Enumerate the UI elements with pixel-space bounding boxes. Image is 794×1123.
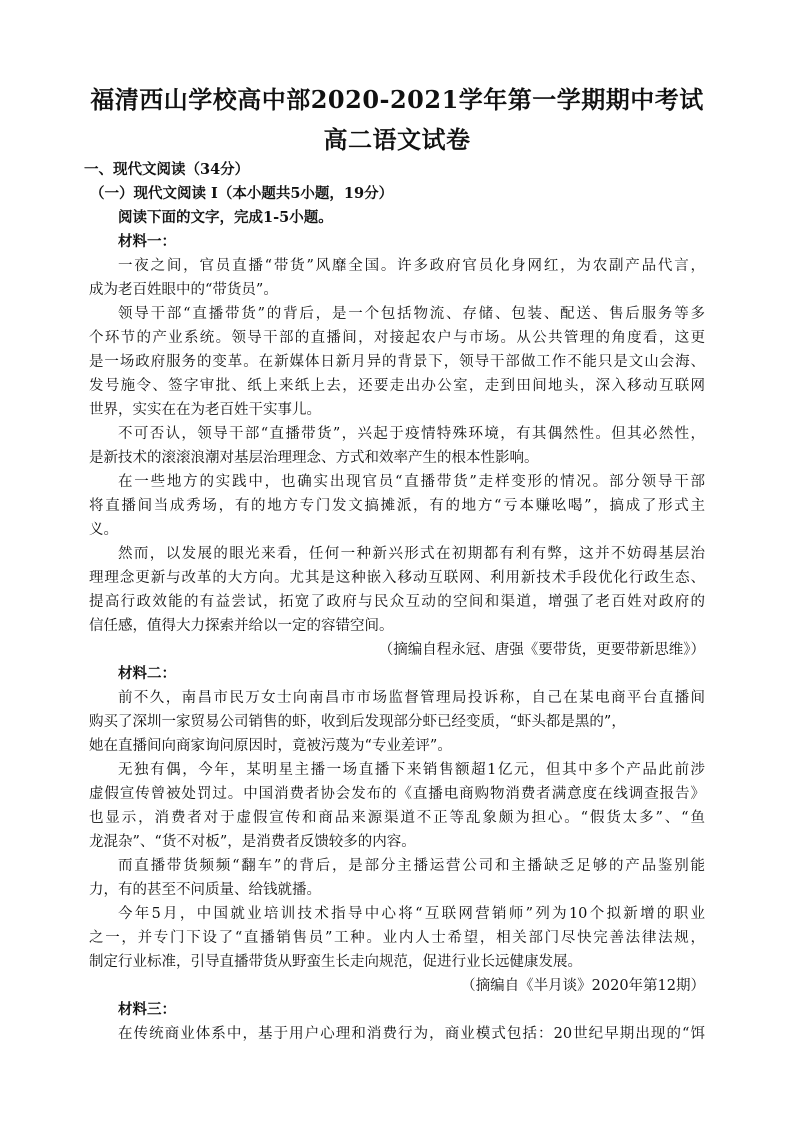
material1-source: （摘编自程永冠、唐强《要带货，更要带新思维》） [378,642,705,658]
material2-source: （摘编自《半月谈》2020年第12期） [461,978,705,994]
paragraph-line: 虚假宣传曾被处罚过。中国消费者协会发布的《直播电商购物消费者满意度在线调查报告》 [89,786,705,802]
paragraph-line: 世界，实实在在为老百姓干实事儿。 [89,402,321,418]
exam-title: 福清西山学校高中部2020-2021学年第一学期期中考试 [90,85,704,114]
paragraph-line: 不可否认，领导干部“直播带货”，兴起于疫情特殊环境，有其偶然性。但其必然性， [118,426,705,442]
paragraph-line: 发号施令、签字审批、纸上来纸上去，还要走出办公室，走到田间地头，深入移动互联网 [89,378,705,394]
paragraph-line: 一夜之间，官员直播“带货”风靡全国。许多政府官员化身网红，为农副产品代言， [118,258,705,274]
exam-subtitle: 高二语文试卷 [323,125,471,154]
paragraph-line: 前不久，南昌市民万女士向南昌市市场监督管理局投诉称，自己在某电商平台直播间 [118,690,705,706]
paragraph-line: 个环节的产业系统。领导干部的直播间，对接起农户与市场。从公共管理的角度看，这更 [89,330,705,346]
paragraph-line: 成为老百姓眼中的“带货员”。 [89,282,278,298]
paragraph-line: 在一些地方的实践中，也确实出现官员“直播带货”走样变形的情况。部分领导干部 [118,474,705,490]
material1-label: 材料一： [118,233,176,250]
material3-label: 材料三： [118,1001,176,1018]
paragraph-line: 然而，以发展的眼光来看，任何一种新兴形式在初期都有利有弊，这并不妨碍基层治 [118,546,705,562]
paragraph-line: 理理念更新与改革的大方向。尤其是这种嵌入移动互联网、利用新技术手段优化行政生态、 [89,570,705,586]
section-subheading: （一）现代文阅读 I（本小题共5小题，19分） [90,185,394,202]
paragraph-line: 无独有偶，今年，某明星主播一场直播下来销售额超1亿元，但其中多个产品此前涉 [118,762,705,778]
paragraph-line: 是新技术的滚滚浪潮对基层治理理念、方式和效率产生的根本性影响。 [89,450,539,466]
paragraph-line: 力，有的甚至不问质量、给钱就播。 [89,882,321,898]
paragraph-line: 而直播带货频频“翻车”的背后，是部分主播运营公司和主播缺乏足够的产品鉴别能 [118,858,705,874]
paragraph-line: 信任感，值得大力探索并给以一定的容错空间。 [89,618,394,634]
paragraph-line: 提高行政效能的有益尝试，拓宽了政府与民众互动的空间和渠道，增强了老百姓对政府的 [89,594,705,610]
paragraph-line: 领导干部“直播带货”的背后，是一个包括物流、存储、包装、配送、售后服务等多 [118,306,705,322]
paragraph-line: 将直播间当成秀场，有的地方专门发文搞摊派，有的地方“亏本赚吆喝”，搞成了形式主 [89,498,705,514]
paragraph-line: 之一，并专门下设了“直播销售员”工种。业内人士希望，相关部门尽快完善法律法规， [89,930,705,946]
paragraph-line: 制定行业标准，引导直播带货从野蛮生长走向规范，促进行业长远健康发展。 [89,954,582,970]
section-heading: 一、现代文阅读（34分） [84,161,250,178]
paragraph-line: 也显示，消费者对于虚假宣传和商品来源渠道不正等乱象颇为担心。“假货太多”、“鱼 [89,810,705,826]
paragraph-line: 购买了深圳一家贸易公司销售的虾，收到后发现部分虾已经变质，“虾头都是黑的”， [89,714,626,730]
paragraph-line: 今年5月，中国就业培训技术指导中心将“互联网营销师”列为10个拟新增的职业 [118,906,705,922]
material2-label: 材料二： [118,665,176,682]
paragraph-line: 是一场政府服务的变革。在新媒体日新月异的背景下，领导干部做工作不能只是文山会海、 [89,354,705,370]
paragraph-line: 龙混杂”、“货不对板”，是消费者反馈较多的内容。 [89,834,416,850]
paragraph-line: 在传统商业体系中，基于用户心理和消费行为，商业模式包括：20世纪早期出现的“饵 [118,1026,705,1042]
paragraph-line: 义。 [89,522,118,538]
instruction: 阅读下面的文字，完成1-5小题。 [118,209,333,226]
paragraph-line: 她在直播间向商家询问原因时，竟被污蔑为“专业差评”。 [89,738,452,754]
